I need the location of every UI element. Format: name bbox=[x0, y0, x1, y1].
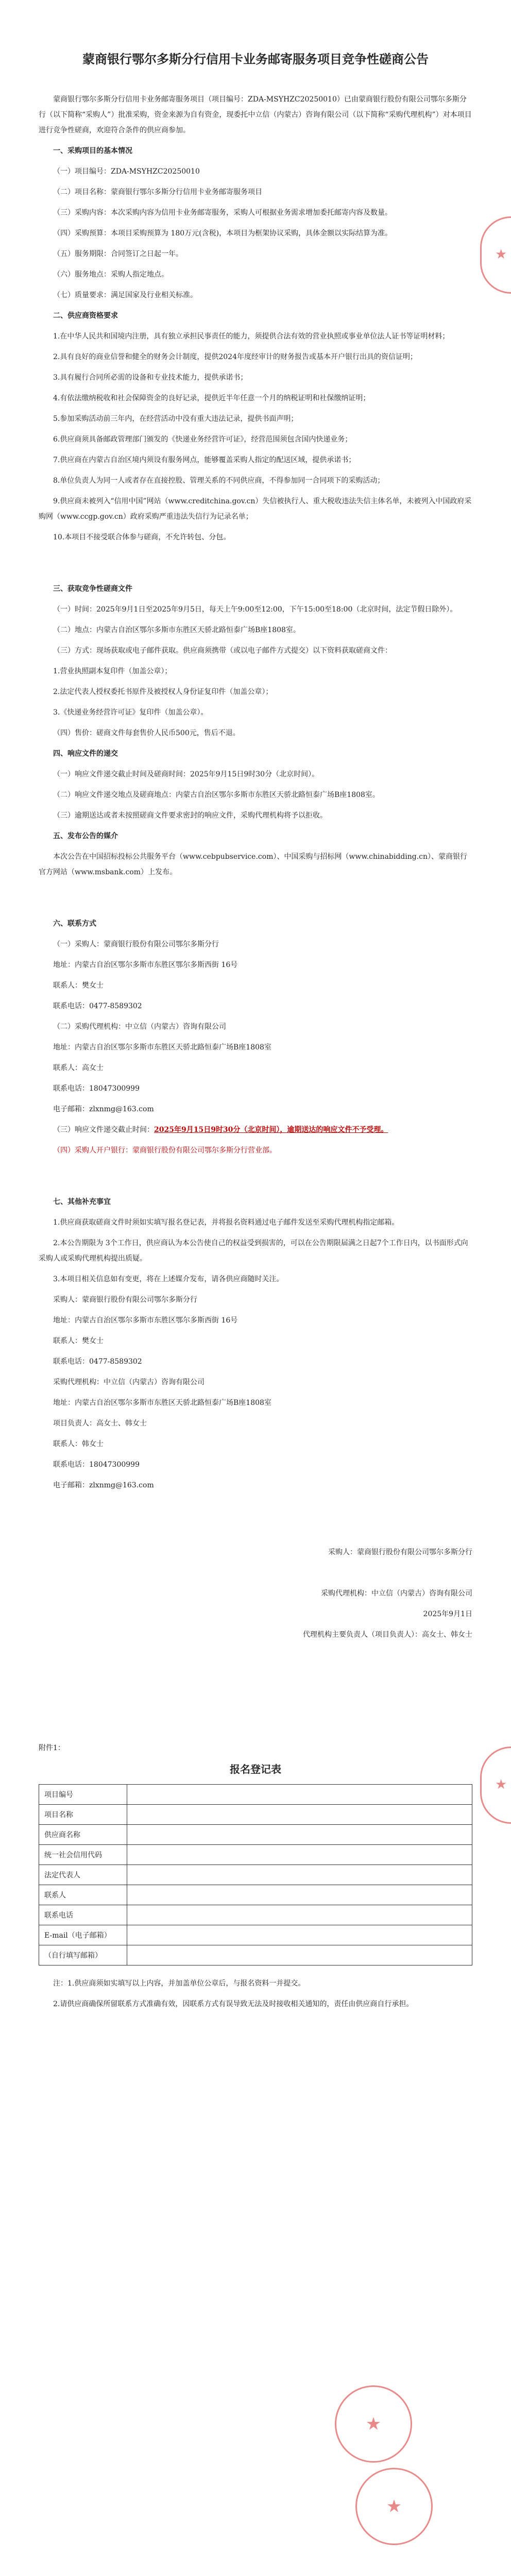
seal-stamp-icon bbox=[355, 2468, 433, 2545]
table-cell-label: （自行填写邮箱） bbox=[39, 1945, 127, 1965]
page-title: 蒙商银行鄂尔多斯分行信用卡业务邮寄服务项目竞争性磋商公告 bbox=[82, 52, 429, 66]
registration-note: 注：1.供应商须如实填写以上内容，并加盖单位公章后，与报名资料一并提交。 bbox=[53, 1979, 305, 1988]
document bbox=[39, 21, 472, 2017]
table-cell-value[interactable] bbox=[127, 1945, 472, 1965]
contact-line: 联系电话：18047300999 bbox=[53, 1084, 140, 1093]
table-cell-label: 供应商名称 bbox=[39, 1825, 127, 1845]
contact-line: 联系人：樊女士 bbox=[53, 1337, 104, 1345]
section-heading: 四、响应文件的递交 bbox=[53, 750, 118, 758]
table-cell-label: 项目名称 bbox=[39, 1805, 127, 1825]
contact-line: 联系电话：0477-8589302 bbox=[53, 1358, 142, 1366]
star-icon: ★ bbox=[365, 2414, 382, 2434]
table-row bbox=[39, 1885, 472, 1905]
list-item: （三）逾期送达或者未按照磋商文件要求密封的响应文件，采购代理机构将予以拒收。 bbox=[53, 811, 327, 820]
list-item: 8.单位负责人为同一人或者存在直接控股、管理关系的不同供应商，不得参加同一合同项下的采购活动； bbox=[53, 477, 385, 485]
list-item: （七）质量要求：满足国家及行业相关标准。 bbox=[53, 291, 197, 299]
table-row bbox=[39, 1865, 472, 1885]
table-row bbox=[39, 1905, 472, 1925]
contact-line: 采购人：蒙商银行股份有限公司鄂尔多斯分行 bbox=[53, 1296, 197, 1304]
list-item: 10.本项目不接受联合体参与磋商，不允许转包、分包。 bbox=[53, 533, 231, 541]
contact-line: 采购代理机构：中立信（内蒙古）咨询有限公司 bbox=[53, 1378, 205, 1386]
contact-line: 项目负责人：高女士、韩女士 bbox=[53, 1419, 147, 1428]
signature-date: 2025年9月1日 bbox=[423, 1610, 472, 1618]
registration-table bbox=[39, 1784, 472, 1965]
signature-buyer: 采购人：蒙商银行股份有限公司鄂尔多斯分行 bbox=[328, 1548, 472, 1556]
list-item: 4.有依法缴纳税收和社会保障资金的良好记录，提供近半年任意一个月的纳税证明和社保缴纳证明； bbox=[53, 394, 370, 402]
deadline-text: 2025年9月15日9时30分（北京时间），逾期送达的响应文件不予受理。 bbox=[154, 1126, 388, 1134]
list-item: （二）地点：内蒙古自治区鄂尔多斯市东胜区天骄北路恒泰广场B座1808室。 bbox=[53, 626, 300, 634]
list-item: （四）采购预算：本项目采购预算为 180万元(含税)，本项目为框架协议采购，具体金额以实际结算为准。 bbox=[53, 229, 393, 238]
star-icon: ★ bbox=[495, 1777, 507, 1792]
bank-note: （四）采购人开户银行：蒙商银行股份有限公司鄂尔多斯分行营业部。 bbox=[53, 1146, 277, 1155]
table-cell-label: E-mail（电子邮箱） bbox=[39, 1925, 127, 1945]
list-item: 本次公告在中国招标投标公共服务平台（www.cebpubservice.com）、中国采购与招标网（www.chinabidding.cn）、蒙商银行官方网站（www.msbank.com）上发布。 bbox=[39, 853, 467, 876]
list-item: （二）响应文件递交地点及磋商地点：内蒙古自治区鄂尔多斯市东胜区天骄北路恒泰广场B座1808室。 bbox=[53, 791, 380, 799]
list-item: （二）项目名称：蒙商银行鄂尔多斯分行信用卡业务邮寄服务项目 bbox=[53, 188, 262, 196]
contact-email: 电子邮箱：zlxnmg@163.com bbox=[53, 1481, 154, 1489]
list-item: （一）时间：2025年9月1日至2025年9月5日，每天上午9:00至12:00，下午15:00至18:00（北京时间，法定节假日除外）。 bbox=[53, 605, 457, 614]
table-row bbox=[39, 1825, 472, 1845]
contact-line: 联系人：高女士 bbox=[53, 1064, 104, 1072]
list-item: （三）方式：现场获取或电子邮件获取。供应商须携带（或以电子邮件方式提交）以下资料获取磋商文件： bbox=[53, 647, 392, 655]
list-item: 1.营业执照副本复印件（加盖公章）； bbox=[53, 667, 172, 675]
section-heading: 六、联系方式 bbox=[53, 920, 96, 928]
contact-line: 联系电话：0477-8589302 bbox=[53, 1002, 142, 1010]
list-item: 3.具有履行合同所必需的设备和专业技术能力，提供承诺书； bbox=[53, 374, 248, 382]
list-item: 1.供应商获取磋商文件时须如实填写报名登记表，并将报名资料通过电子邮件发送至采购代理机构指定邮箱。 bbox=[53, 1218, 399, 1227]
table-cell-label: 统一社会信用代码 bbox=[39, 1845, 127, 1865]
section-heading: 一、采购项目的基本情况 bbox=[53, 147, 132, 155]
registration-title: 报名登记表 bbox=[230, 1763, 281, 1775]
list-item: 3.本项目相关信息如有变更，将在上述媒介发布，请各供应商随时关注。 bbox=[53, 1275, 284, 1283]
list-item: 2.本公告期限为 3个工作日，供应商认为本公告使自己的权益受到损害的，可以在公告期限届满之日起7个工作日内，以书面形式向采购人或采购代理机构提出质疑。 bbox=[39, 1239, 468, 1263]
contact-line: 联系人：韩女士 bbox=[53, 1440, 104, 1448]
contact-email: 电子邮箱：zlxnmg@163.com bbox=[53, 1105, 154, 1113]
contact-line: 联系人：樊女士 bbox=[53, 981, 104, 990]
star-icon: ★ bbox=[386, 2496, 402, 2517]
table-cell-value[interactable] bbox=[127, 1825, 472, 1845]
list-item: 6.供应商须具备邮政管理部门颁发的《快递业务经营许可证》，经营范围须包含国内快递业务； bbox=[53, 435, 352, 444]
list-item: （一）项目编号：ZDA-MSYHZC20250010 bbox=[53, 167, 200, 176]
section-heading: 五、发布公告的媒介 bbox=[53, 832, 118, 840]
table-cell-label: 法定代表人 bbox=[39, 1865, 127, 1885]
appendix-label: 附件1： bbox=[39, 1744, 65, 1752]
seal-stamp-icon bbox=[480, 1747, 511, 1824]
table-row bbox=[39, 1845, 472, 1865]
contact-line: 地址：内蒙古自治区鄂尔多斯市东胜区天骄北路恒泰广场B座1808室 bbox=[53, 1043, 271, 1052]
table-cell-value[interactable] bbox=[127, 1865, 472, 1885]
contact-line: 地址：内蒙古自治区鄂尔多斯市东胜区鄂尔多斯西街 16号 bbox=[53, 1316, 238, 1325]
deadline-label: （三）响应文件递交截止时间： bbox=[53, 1126, 154, 1134]
list-item: （三）采购内容：本次采购内容为信用卡业务邮寄服务，采购人可根据业务需求增加委托邮寄内容及数量。 bbox=[53, 209, 392, 217]
seal-stamp-icon bbox=[335, 2385, 412, 2463]
contact-line: （一）采购人：蒙商银行股份有限公司鄂尔多斯分行 bbox=[53, 940, 219, 948]
star-icon: ★ bbox=[495, 247, 507, 262]
table-row bbox=[39, 1785, 472, 1805]
table-cell-value[interactable] bbox=[127, 1885, 472, 1905]
list-item: 2.法定代表人授权委托书原件及被授权人身份证复印件（加盖公章）； bbox=[53, 688, 273, 696]
contact-line: 联系电话：18047300999 bbox=[53, 1461, 140, 1469]
table-cell-value[interactable] bbox=[127, 1905, 472, 1925]
table-row bbox=[39, 1945, 472, 1965]
section-heading: 七、其他补充事宜 bbox=[53, 1198, 111, 1206]
table-cell-label: 联系人 bbox=[39, 1885, 127, 1905]
contact-line: 地址：内蒙古自治区鄂尔多斯市东胜区鄂尔多斯西街 16号 bbox=[53, 961, 238, 969]
table-cell-value[interactable] bbox=[127, 1845, 472, 1865]
intro-paragraph: 蒙商银行鄂尔多斯分行信用卡业务邮寄服务项目（项目编号：ZDA-MSYHZC20250010）已由蒙商银行股份有限公司鄂尔多斯分行（以下简称“采购人”）批准采购，资金来源为自有资金，现委托中立信（内蒙古）咨询有限公司（以下简称“采购代理机构”）对本项目进行竞争性磋商，欢迎符合条件的供应商参加。 bbox=[39, 95, 472, 134]
list-item: 3.《快递业务经营许可证》复印件（加盖公章）。 bbox=[53, 708, 208, 717]
seal-stamp-icon bbox=[480, 216, 511, 294]
table-cell-value[interactable] bbox=[127, 1925, 472, 1945]
list-item: 1.在中华人民共和国境内注册，具有独立承担民事责任的能力，须提供合法有效的营业执照或事业单位法人证书等证明材料； bbox=[53, 332, 450, 341]
table-cell-label: 联系电话 bbox=[39, 1905, 127, 1925]
list-item: 2.具有良好的商业信誉和健全的财务会计制度，提供2024年度经审计的财务报告或基本开户银行出具的资信证明； bbox=[53, 353, 417, 361]
signature-representative: 代理机构主要负责人（项目负责人）：高女士、韩女士 bbox=[303, 1631, 472, 1639]
list-item: （六）服务地点：采购人指定地点。 bbox=[53, 270, 168, 279]
list-item: 5.参加采购活动前三年内，在经营活动中没有重大违法记录，提供书面声明； bbox=[53, 415, 298, 423]
table-cell-label: 项目编号 bbox=[39, 1785, 127, 1805]
section-heading: 三、获取竞争性磋商文件 bbox=[53, 585, 132, 593]
contact-line: 地址：内蒙古自治区鄂尔多斯市东胜区天骄北路恒泰广场B座1808室 bbox=[53, 1399, 271, 1407]
list-item: 7.供应商在内蒙古自治区境内须设有服务网点，能够覆盖采购人指定的配送区域，提供承诺书； bbox=[53, 456, 356, 464]
table-row bbox=[39, 1805, 472, 1825]
table-cell-value[interactable] bbox=[127, 1805, 472, 1825]
deadline-line bbox=[39, 1122, 472, 1138]
table-cell-value[interactable] bbox=[127, 1785, 472, 1805]
registration-note: 2.请供应商确保所留联系方式准确有效，因联系方式有误导致无法及时接收相关通知的，责任由供应商自行承担。 bbox=[53, 2000, 414, 2008]
contact-line: （二）采购代理机构：中立信（内蒙古）咨询有限公司 bbox=[53, 1023, 226, 1031]
list-item: （四）售价：磋商文件每套售价人民币500元，售后不退。 bbox=[53, 729, 240, 737]
list-item: 9.供应商未被列入“信用中国”网站（www.creditchina.gov.cn）失信被执行人、重大税收违法失信主体名单，未被列入中国政府采购网（www.ccgp.gov.cn）政府采购严重违法失信行为记录名单； bbox=[39, 497, 472, 521]
section-heading: 二、供应商资格要求 bbox=[53, 312, 118, 320]
list-item: （一）响应文件递交截止时间及磋商时间：2025年9月15日9时30分（北京时间）。 bbox=[53, 770, 319, 778]
list-item: （五）服务期限：合同签订之日起一年。 bbox=[53, 250, 183, 258]
table-row bbox=[39, 1925, 472, 1945]
signature-agency: 采购代理机构：中立信（内蒙古）咨询有限公司 bbox=[321, 1589, 472, 1598]
